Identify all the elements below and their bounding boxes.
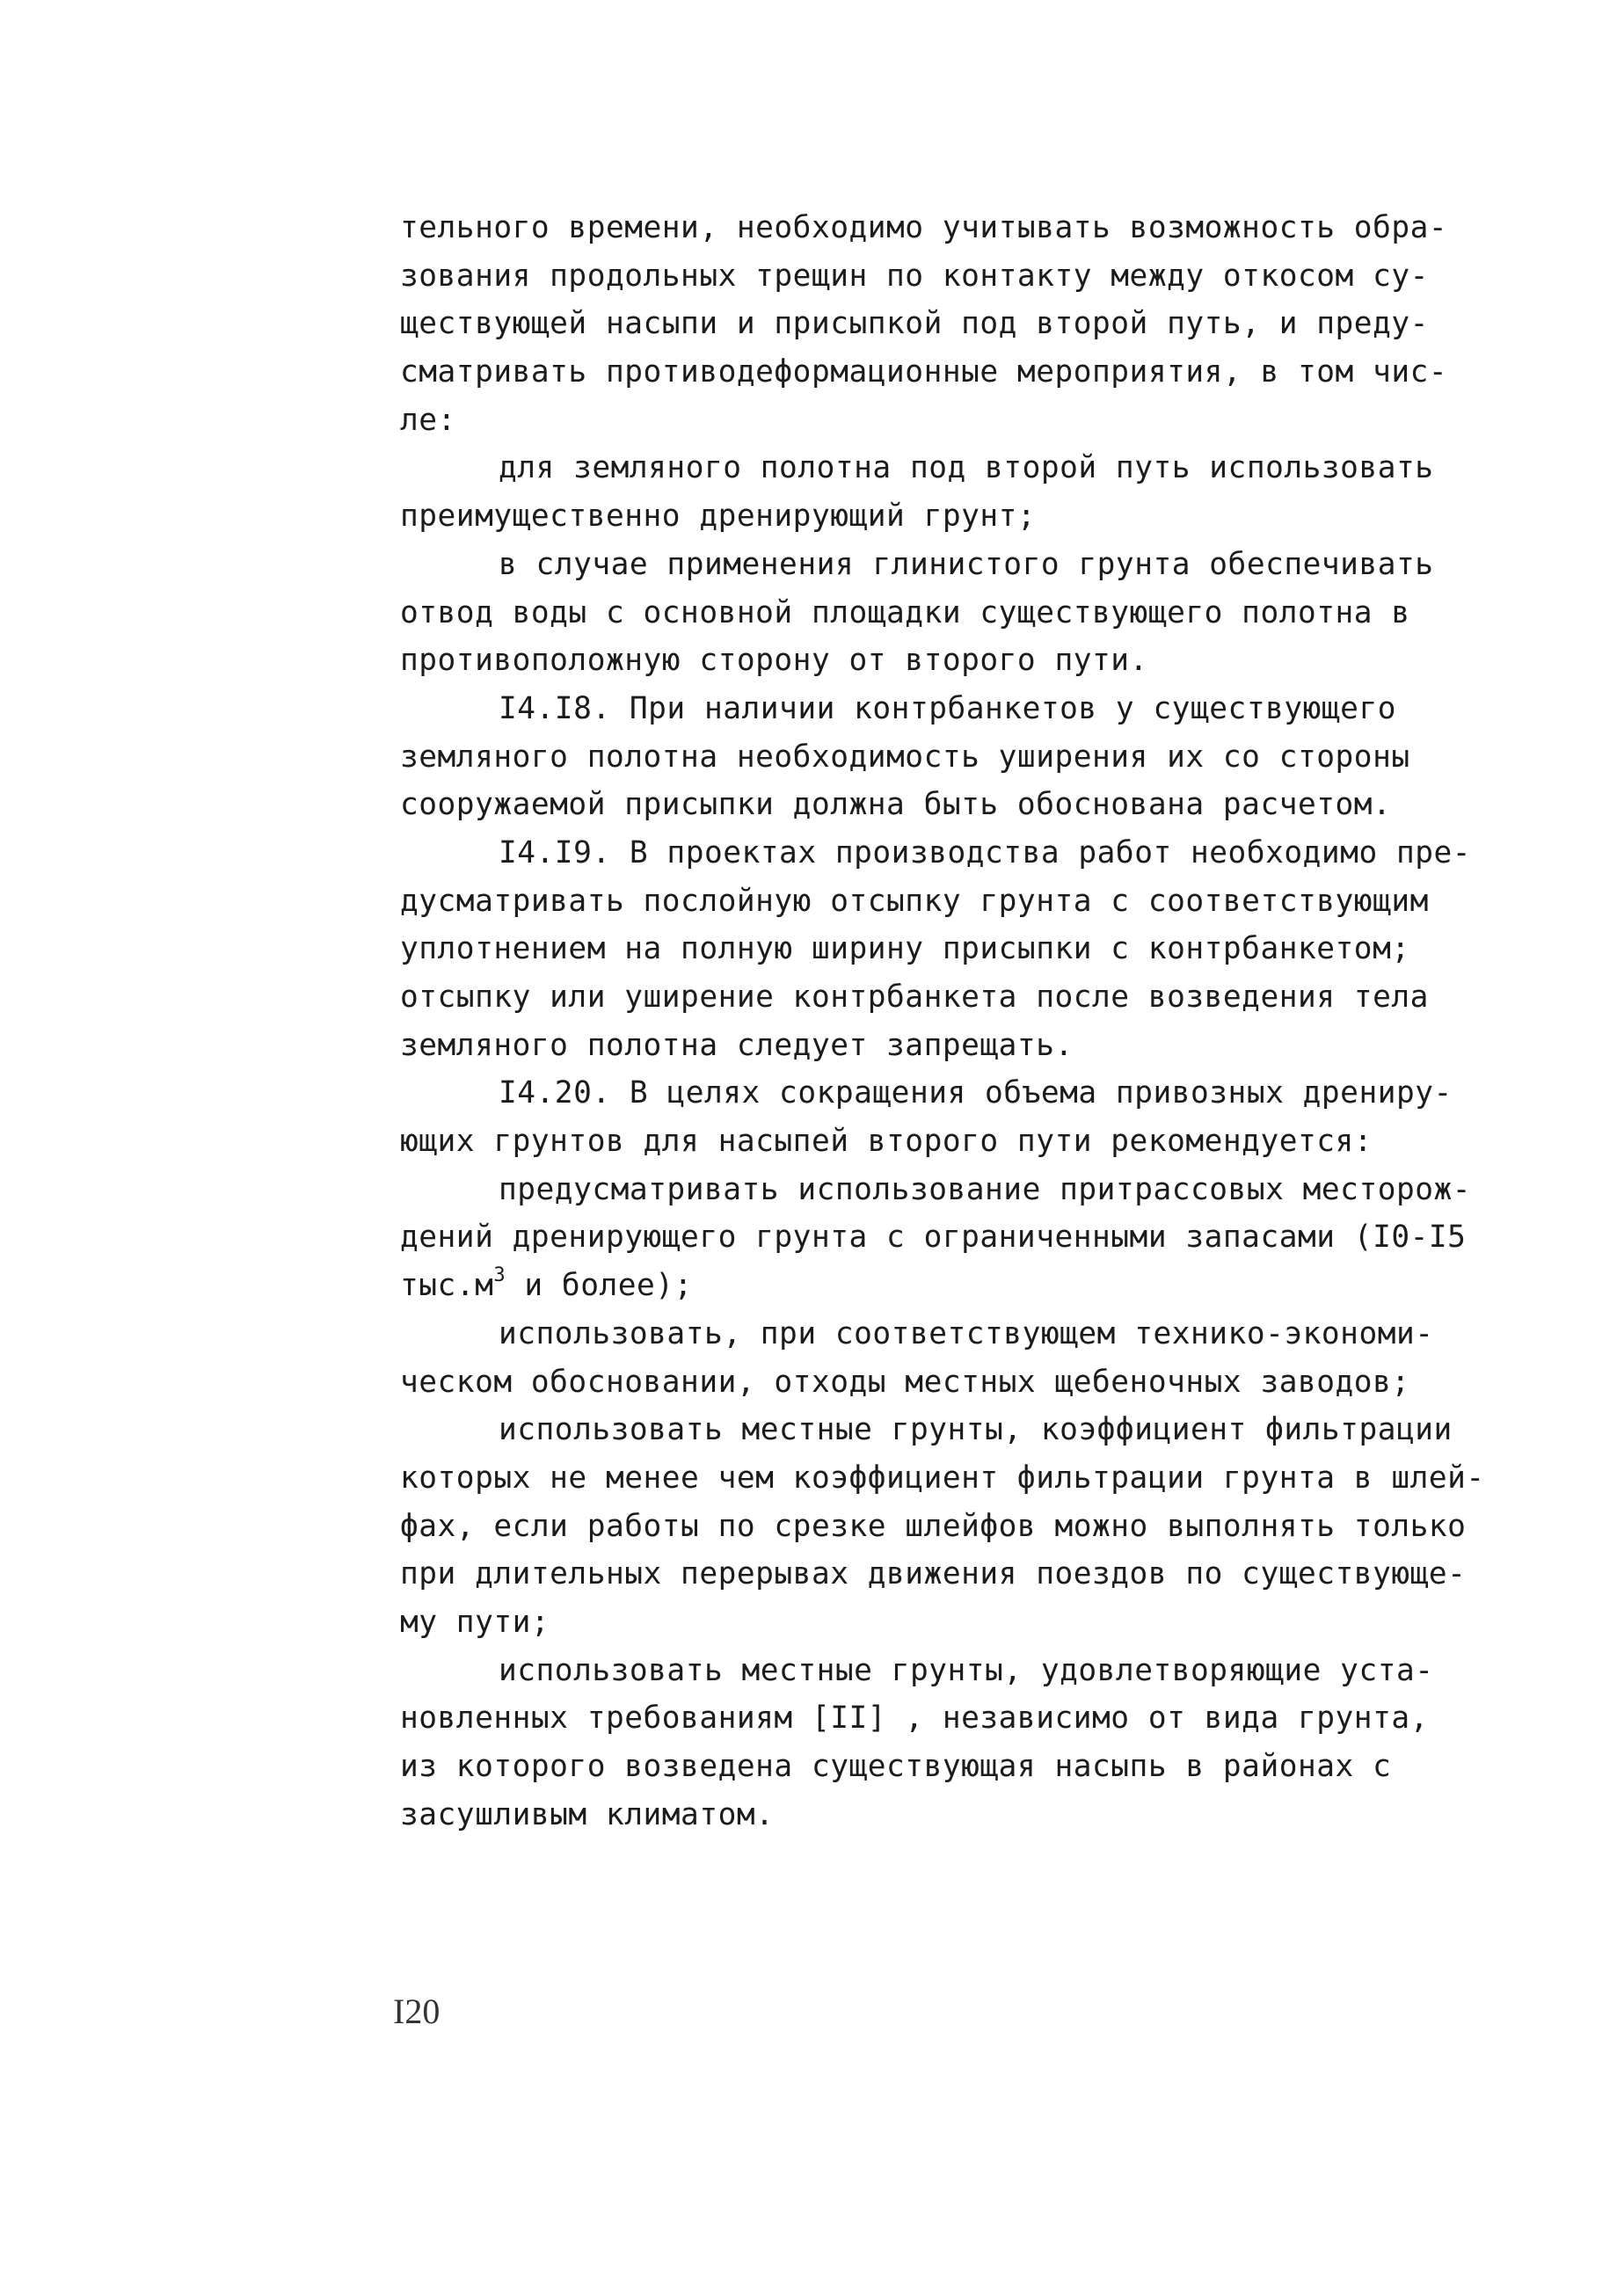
text-line: дусматривать послойную отсыпку грунта с соответствующим <box>400 883 1429 919</box>
text-line: зования продольных трещин по контакту между откосом су- <box>400 258 1429 294</box>
text-line: ющих грунтов для насыпей второго пути рекомендуется: <box>400 1124 1373 1160</box>
text-line: новленных требованиям [II] , независимо от вида грунта, <box>400 1700 1429 1737</box>
text-line: для земляного полотна под второй путь использовать <box>499 450 1434 486</box>
text-line: ле: <box>400 402 456 438</box>
text-line: I4.20. В целях сокращения объема привозных дрениру- <box>499 1075 1453 1111</box>
text-line: сооружаемой присыпки должна быть обоснована расчетом. <box>400 787 1392 823</box>
text-line: I4.I8. При наличии контрбанкетов у существующего <box>499 690 1396 726</box>
text-line: му пути; <box>400 1604 550 1640</box>
clause-14-18 <box>400 685 1552 829</box>
text-line: в случае применения глинистого грунта обеспечивать <box>499 546 1434 582</box>
list-item-clay-soil <box>400 541 1552 685</box>
text-line: засушливым климатом. <box>400 1796 775 1832</box>
text-line: использовать местные грунты, коэффициент фильтрации <box>499 1412 1453 1448</box>
text-line: которых не менее чем коэффициент фильтрации грунта в шлей- <box>400 1460 1485 1496</box>
text-fragment: тыс.м <box>400 1268 494 1304</box>
paragraph-continuation <box>400 204 1552 444</box>
text-line: из которого возведена существующая насыпь в районах с <box>400 1749 1392 1784</box>
text-line: преимущественно дренирующий грунт; <box>400 499 1037 535</box>
text-line: ществующей насыпи и присыпкой под второй путь, и преду- <box>400 306 1429 342</box>
text-line: фах, если работы по срезке шлейфов можно выполнять только <box>400 1508 1467 1544</box>
text-line: при длительных перерывах движения поездов по существующе- <box>400 1556 1467 1592</box>
list-item-local-deposits <box>400 1166 1552 1310</box>
text-line: отвод воды с основной площадки существующего полотна в <box>400 594 1410 630</box>
page-number: I20 <box>393 1992 441 2031</box>
text-line: сматривать противодеформационные мероприятия, в том чис- <box>400 354 1448 390</box>
text-line: дений дренирующего грунта с ограниченными запасами (I0-I5 <box>400 1220 1467 1256</box>
text-line: I4.I9. В проектах производства работ необходимо пре- <box>499 834 1472 870</box>
text-fragment: и более); <box>506 1268 693 1304</box>
list-item-arid-climate <box>400 1647 1552 1839</box>
clause-14-20 <box>400 1069 1552 1165</box>
text-line: использовать, при соответствующем технико-экономи- <box>499 1315 1434 1351</box>
text-line: тельного времени, необходимо учитывать возможность обра- <box>400 210 1448 245</box>
text-line: земляного полотна следует запрещать. <box>400 1027 1074 1063</box>
text-line-with-superscript <box>400 1262 1552 1310</box>
text-line: отсыпку или уширение контрбанкета после возведения тела <box>400 980 1429 1015</box>
text-line: использовать местные грунты, удовлетворяющие уста- <box>499 1652 1434 1688</box>
list-item-crushed-stone-waste <box>400 1310 1552 1406</box>
list-item-drainage-soil <box>400 444 1552 540</box>
superscript: 3 <box>493 1264 506 1286</box>
clause-14-19 <box>400 829 1552 1069</box>
document-body <box>400 204 1552 1839</box>
text-line: земляного полотна необходимость уширения их со стороны <box>400 739 1410 775</box>
text-line: уплотнением на полную ширину присыпки с контрбанкетом; <box>400 931 1410 967</box>
text-line: ческом обосновании, отходы местных щебеночных заводов; <box>400 1364 1410 1400</box>
text-line: противоположную сторону от второго пути. <box>400 643 1148 679</box>
text-line: предусматривать использование притрассовых месторож- <box>499 1171 1472 1207</box>
list-item-filtration-soils <box>400 1406 1552 1646</box>
